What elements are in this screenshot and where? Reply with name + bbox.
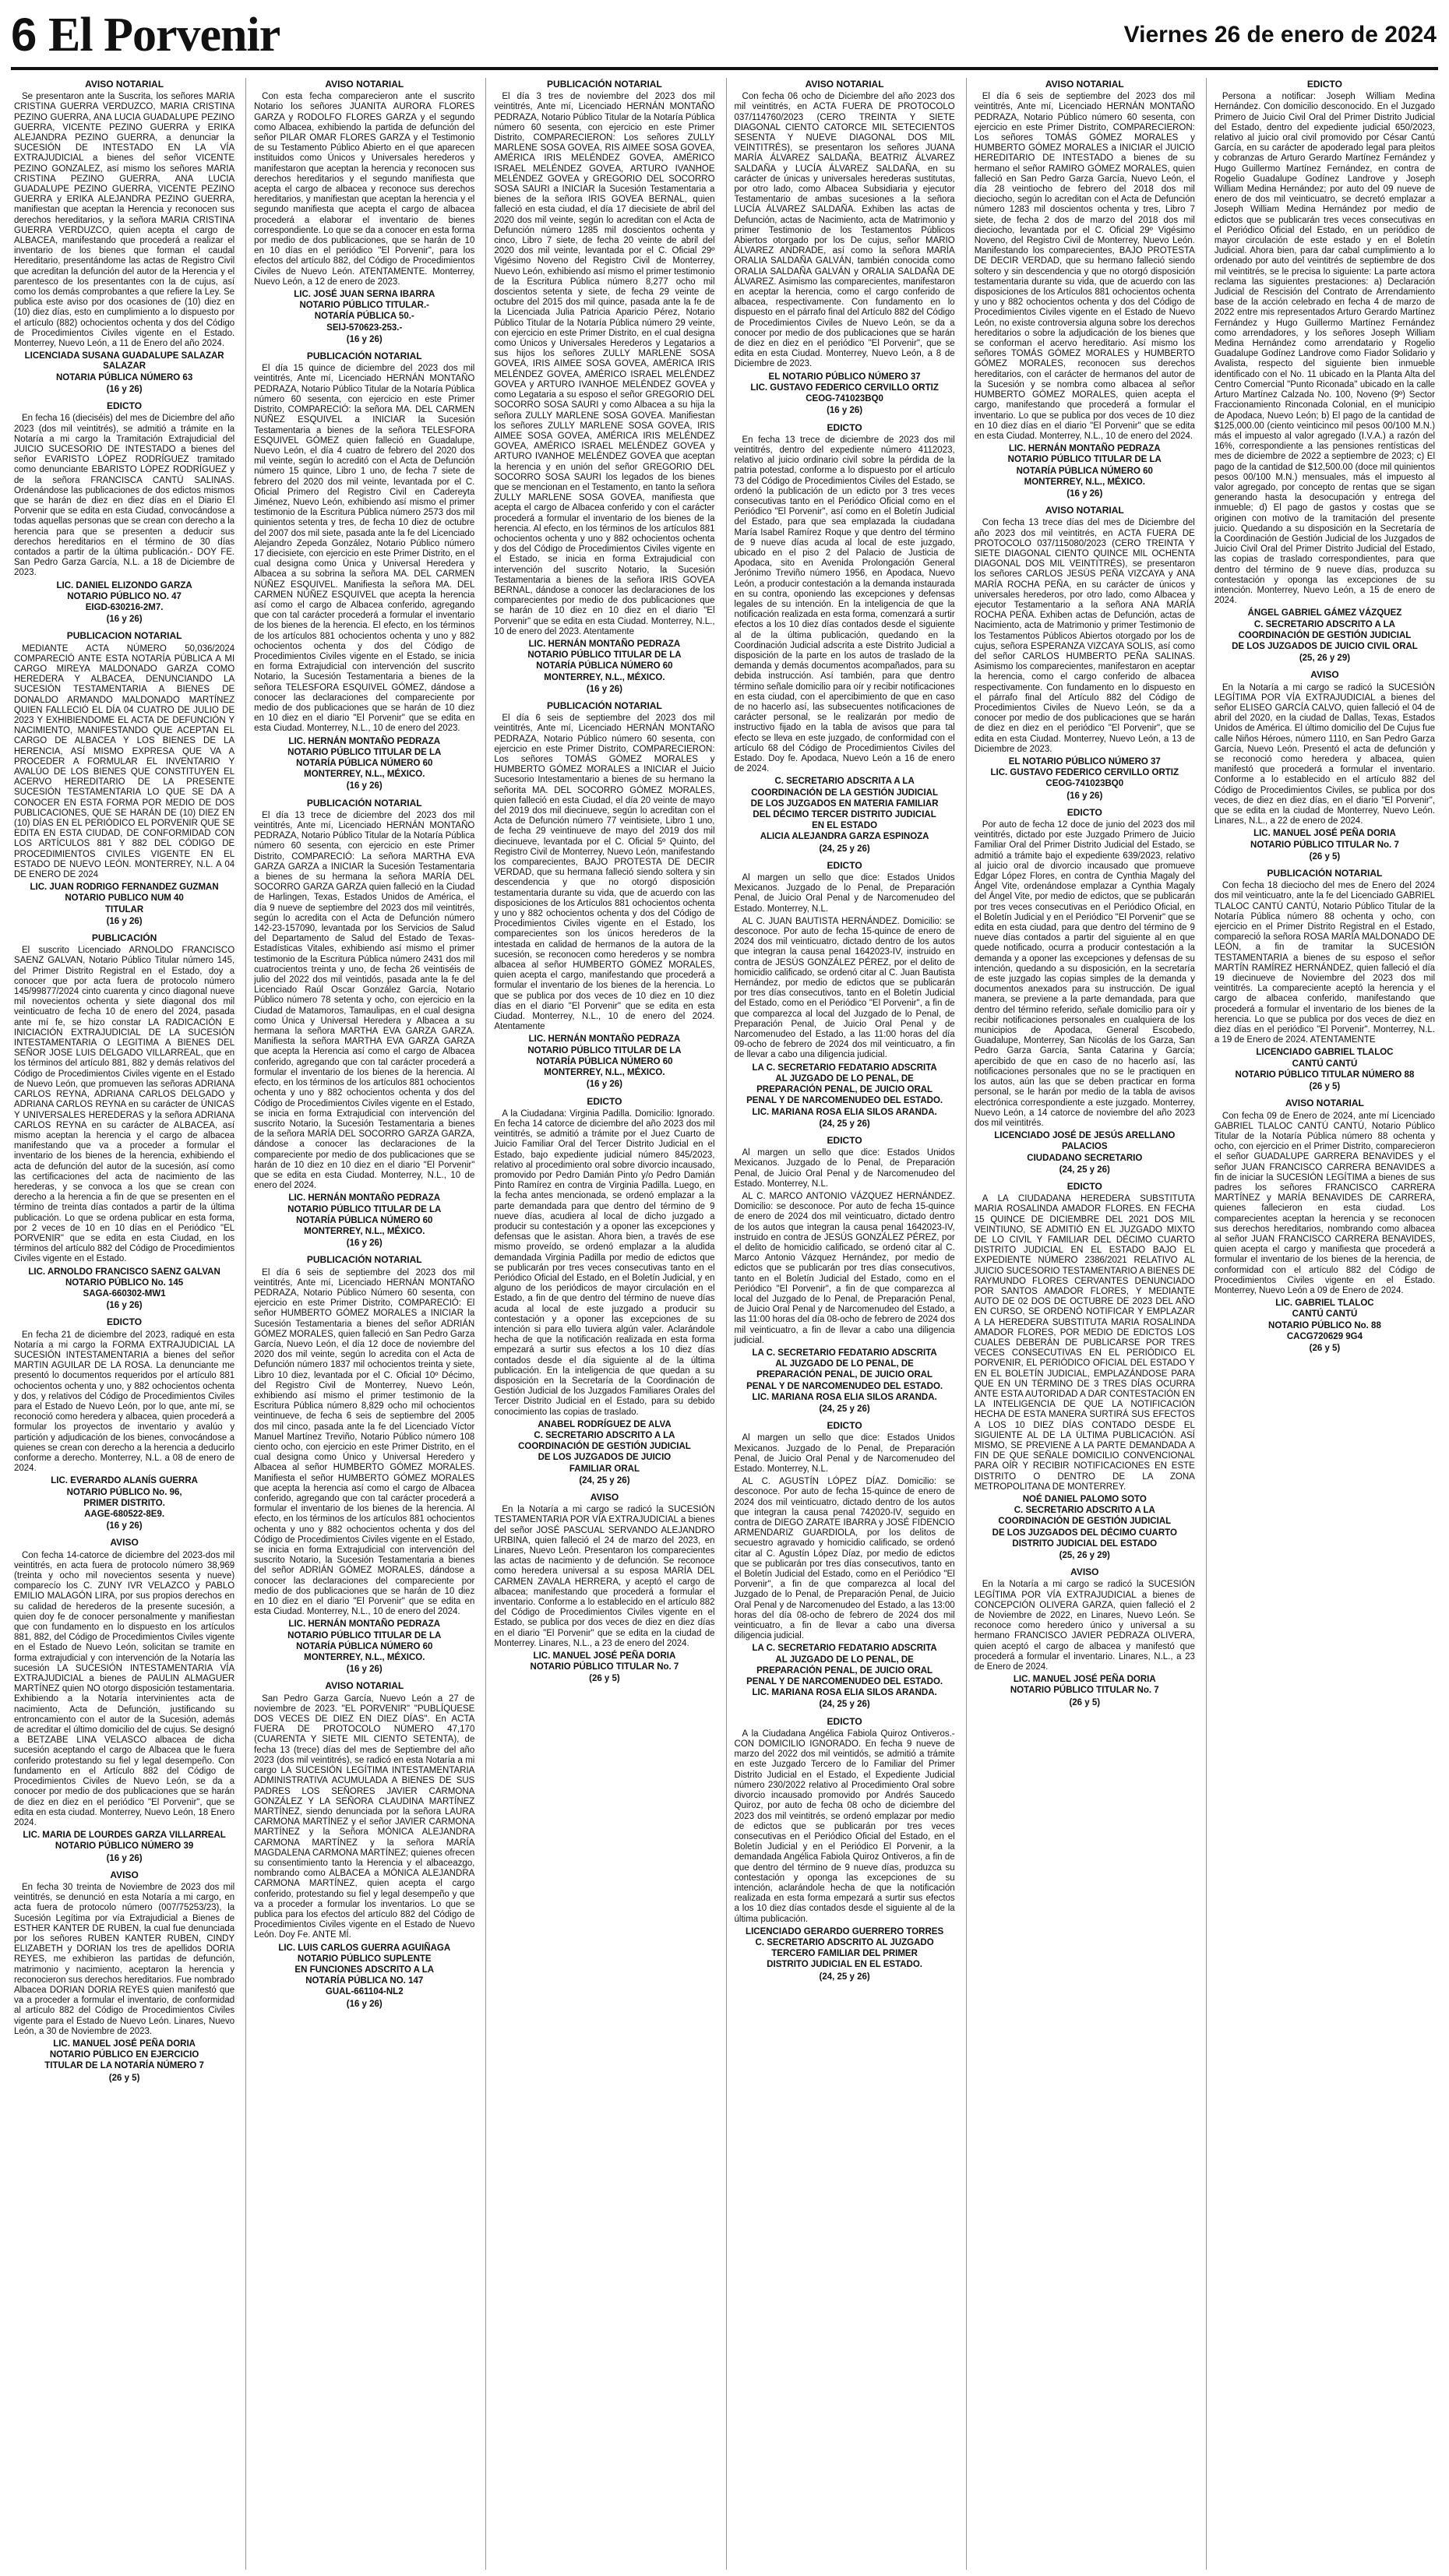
publication-dates: (24, 25 y 26) — [579, 1475, 630, 1485]
notice-body: Con fecha 18 dieciocho del mes de Enero del 2024 dos mil veinticuatro, ante la fe del Licenciado GABRIEL TLALOC CANTÚ CANTÚ, Notario Público Titular de la Notaría Pública número 88 ochenta y ocho, con ejercicio en el Primer Distrito Registral en el Estado, compareció la señora ROSA MARÍA MALDONADO DE LEÓN, a fin de tramitar la SUCESIÓN TESTAMENTARIA a bienes de su esposo el señor MARTÍN RAMÍREZ HERNÁNDEZ, quien falleció el día 19 diecinueve de Noviembre del 2023 dos mil veintitrés. La compareciente aceptó la herencia y el cargo de albacea conferido, manifestando que procederá a formular el inventario de los bienes de la herencia. Lo que se publica por dos veces de diez en diez días en el periódico "El Porvenir". Monterrey, N.L. a 19 de Enero de 2024. ATENTAMENTE — [1214, 881, 1436, 1045]
page-number: 6 — [11, 9, 37, 61]
notice-body: El día 6 seis de septiembre del 2023 dos mil veintitrés, Ante mí, Licenciado HERNÁN MONTAÑO PEDRAZA, Notario Público número 60 sesenta, con ejercicio en este Primer Distrito, COMPARECIERON: Los señores TOMÁS GÓMEZ MORALES y HUMBERTO GÓMEZ MORALES a INICIAR el JUICIO HEREDITARIO DE INTESTADO a bienes de su hermano el señor RAMIRO GÓMEZ MORALES, quien falleció en San Pedro Garza García, Nuevo León, el día 28 veintiocho de febrero del 2018 dos mil dieciocho, según lo acreditan con el Acta de Defunción número 1283 mil doscientos ochenta y tres, Libro 7 siete, de fecha 2 dos de marzo del 2018 dos mil dieciocho, levantada por el C. Oficial 29º Vigésimo Noveno, del Registro Civil de Monterrey, Nuevo León. Manifestando los comparecientes, BAJO PROTESTA DE DECIR VERDAD, que su hermano falleció siendo soltero y sin descendencia y que no otorgó disposición testamentaria durante su vida, que de acuerdo con las disposiciones de los Artículos 881 ochocientos ochenta y uno y 882 ochocientos ochenta y dos del Código de Procedimientos Civiles vigente en el Estado de Nuevo León, no existe controversia alguna sobre los derechos hereditarios o sobre la adjudicación de los bienes que se conforman el acervo hereditario. Así mismo los señores TOMÁS GÓMEZ MORALES y HUMBERTO GÓMEZ MORALES, reconocen sus derechos hereditarios, con el carácter de hermanos del autor de la Sucesión y se nombra como albacea al señor HUMBERTO GÓMEZ MORALES, quien acepta el cargo, manifestando que procederá a formular el inventario. Lo que se publica por dos veces de 10 diez en 10 diez días en el diario "El Porvenir" que se edita en esta Ciudad. Monterrey, N.L., 10 de enero del 2024. — [974, 92, 1195, 441]
notice-signature-line: PENAL Y DE NARCOMENUDEO DEL ESTADO. — [746, 1677, 943, 1687]
publication-dates: (16 y 26) — [106, 1521, 143, 1531]
notice-signature-line: DE LOS JUZGADOS DE JUICIO — [538, 1453, 672, 1463]
notice-signature-line: TITULAR DE LA NOTARÍA NÚMERO 7 — [44, 2061, 204, 2071]
notice-heading: AVISO — [1070, 1566, 1099, 1578]
notice-signature-line: LICENCIADA SUSANA GUADALUPE SALAZAR SALAZAR — [24, 351, 224, 372]
notice-signature-line: NOTARIO PÚBLICO TITULAR DE LA — [287, 1630, 442, 1640]
notice-heading: EDICTO — [827, 421, 862, 433]
notice-body: El día 3 tres de noviembre del 2023 dos mil veintitrés, Ante mí, Licenciado HERNÁN MONTAÑO PEDRAZA, Notario Público Titular de la Notaría Pública número 60 sesenta, con ejercicio en este Primer Distrito, COMPARECIERON: Los señores ZULLY MARLENE SOSA GOVEA, RIS AIMEE SOSA GOVEA, AMÉRICA IRIS MELÉNDEZ GOVEA, AMÉRICO ISRAEL MELÉNDEZ GOVEA, ARTURO IVANHOE MELÉNDEZ GOVEA y GREGORIO DEL SOCORRO SOSA SAURI a INICIAR la Sucesión Testamentaria a bienes de la señora IRIS GOVEA BERNAL, quien falleció en esta ciudad, el día 17 diecisiete de abril del 2020 dos mil veinte, según lo acreditan con el Acta de Defunción número 1285 mil doscientos ochenta y cinco, Libro 7 siete, de fecha 20 veinte de abril del 2020 dos mil veinte, levantada por el C. Oficial 29º Vigésimo Noveno del Registro Civil de Monterrey, Nuevo León, exhibiendo así mismo el primer testimonio de la Escritura Pública número 8,277 ocho mil doscientos setenta y siete, de fecha 29 veinte de octubre del 2015 dos mil quince, pasada ante la fe de la Licenciada Julia Patricia Aparicio Pérez, Notario Público Titular de la Notaría Pública número 29 veinte, con ejercicio en este Primer Distrito, en el cual designa como Únicos y Universales Herederos y Legatarios a sus hijos los señores ZULLY MARLENE SOSA GOVEA, IRIS AIMEE SOSA GOVEA, AMÉRICA IRIS MELÉNDEZ GOVEA, AMÉRICO ISRAEL MELÉNDEZ GOVEA y ARTURO IVANHOE MELÉNDEZ GOVEA y como Legataria a su esposo el señor GREGORIO DEL SOCORRO SOSA SAURI y como Albacea a su hija la señora ZULLY MARLENE SOSA GOVEA. Manifiestan los señores ZULLY MARLENE SOSA GOVEA, IRIS AIMEE SOSA GOVEA, AMÉRICA IRIS MELÉNDEZ GOVEA, AMÉRICO ISRAEL MELÉNDEZ GOVEA y ARTURO IVANHOE MELÉNDEZ GOVEA que aceptan la herencia y en unión del señor GREGORIO DEL SOCORRO SOSA SAURI los legados de los bienes que se mencionan en el Testamento, en tanto la señora ZULLY MARLENE SOSA GOVEA, manifiesta que acepta el cargo de Albacea conferido y con el carácter procederá a formular el inventario de los bienes de la herencia. Al efecto, en los términos de los artículos 881 ochocientos ochenta y uno y 882 ochocientos ochenta y dos del Código de Procedimientos Civiles vigente en el Estado, se inicia en forma Extrajudicial con intervención del suscrito Notario, la Sucesión Testamentaria a bienes de la señora IRIS GOVEA BERNAL, dándose a conocer las declaraciones de los comparecientes por medio de dos publicaciones que se harán de 10 diez en 10 diez en el diario "El Porvenir" que se edita en esta Ciudad. Monterrey, N.L., 10 de enero del 2023. Atentamente — [494, 92, 715, 636]
notice-signature-line: NOTARÍA PÚBLICA 50.- — [314, 312, 414, 322]
legal-notice — [735, 1717, 955, 1982]
notice-body: Con fecha 06 ocho de Diciembre del año 2023 dos mil veintitrés, en ACTA FUERA DE PROTOCOLO 037/114760/2023 (CERO TREINTA Y SIETE DIAGONAL CIENTO CATORCE MIL SETECIENTOS SESENTA Y NUEVE DIAGONAL DOS MIL VEINTITRÉS), se presentaron los señores JUANA MARÍA ÁLVAREZ SALDAÑA, BEATRIZ ÁLVAREZ SALDAÑA y LUCÍA ÁLVAREZ SALDAÑA, en su carácter de únicas y universales herederas sustitutas, por otro lado, como Albacea Subsidiaria y ejecutor Testamentario de ambas sucesiones a la señora LUCÍA ÁLVAREZ SALDAÑA. Exhiben las actas de Defunción, actas de Nacimiento, acta de Matrimonio y primer Testimonio de los Testamentos Públicos Abiertos otorgado por los De cujus, señor MARIO ÁLVAREZ ANDRADE, así como la señora MARÍA ORALIA SALDAÑA GALVÁN, también conocida como ORALIA SALDAÑA GALVÁN y ORALIA SALDAÑA DE ÁLVAREZ. Asimismo las comparecientes, manifestaron en aceptar la herencia, como el cargo conferido de albacea, respectivamente. Con fundamento en lo dispuesto en el párrafo final del Artículo 882 del Código de Procedimientos Civiles de Nuevo León, se da a conocer por medio de dos publicaciones que se harán de diez en diez en el periódico "El Porvenir", que se edita en esta Ciudad. Monterrey, Nuevo León, a 8 de Diciembre de 2023. — [734, 92, 955, 369]
notice-signature-line: LICENCIADO JOSÉ DE JESÚS ARELLANO — [994, 1131, 1176, 1141]
notice-signature-line: NOTARIA PÚBLICA NÚMERO 63 — [55, 372, 193, 382]
column-6 — [1206, 78, 1438, 2570]
notice-heading: PUBLICACIÓN NOTARIAL — [547, 700, 662, 711]
publication-dates: (26 y 5) — [589, 1674, 620, 1684]
notice-signature-line: C. SECRETARIO ADSCRITO A LA — [1253, 619, 1395, 629]
notice-signature-line: CEOG-741023BQ0 — [1045, 779, 1124, 789]
notice-signature-line: NOTARIO PÚBLICO NÚMERO 39 — [55, 1841, 194, 1852]
notice-signature-line: CANTÚ CANTÚ — [1292, 1309, 1358, 1320]
legal-notice — [494, 1097, 714, 1487]
notice-signature-line: NOTARÍA PÚBLICA NÚMERO 60 — [296, 1215, 433, 1225]
notice-signature-line: PALACIOS — [1061, 1142, 1108, 1152]
notice-heading: PUBLICACIÓN NOTARIAL — [306, 351, 422, 362]
notice-signature-line: NOÉ DANIEL PALOMO SOTO — [1022, 1495, 1147, 1505]
notice-signature-line: NOTARIO PÚBLICO No. 96, — [66, 1487, 182, 1497]
legal-notice — [254, 1255, 474, 1675]
notice-heading: EDICTO — [1306, 79, 1342, 90]
notice-heading: EDICTO — [1066, 806, 1102, 818]
notice-signature-line: CACG720629 9G4 — [1286, 1331, 1363, 1341]
notice-heading: AVISO — [590, 1492, 619, 1503]
notice-heading: EDICTO — [827, 1420, 862, 1432]
publication-dates: (16 y 26) — [346, 334, 383, 344]
notice-signature-line: NOTARIO PÚBLICO TITULAR DE LA — [287, 1204, 442, 1214]
notice-body: Con fecha 09 de Enero de 2024, ante mí Licenciado GABRIEL TLALOC CANTÚ CANTÚ, Notario Público Titular de la Notaría Pública número 88 ochenta y ocho, con ejercicio en el Primer Distrito, comparecieron el señor GUADALUPE GARRERA BENAVIDES y el señor JUAN FRANCISCO CARRERA BENAVIDES a fin de iniciar la SUCESIÓN LEGÍTIMA a bienes de sus padres los señores FRANCISCO CARRERA MARTÍNEZ y MARÍA BENAVIDES DE CARRERA, quienes fallecieron en esta ciudad. Los comparecientes aceptan la herencia y se reconocen sus derechos hereditarios, nombrando como albacea al señor JUAN FRANCISCO CARRERA BENAVIDES, quien acepta el cargo y manifiesta que procederá a formular el inventario de los bienes de la herencia, de conformidad con el artículo 882 del Código de Procedimientos Civiles vigente en el Estado. Monterrey, Nuevo León a 09 de Enero de 2024. — [1214, 1111, 1436, 1295]
legal-notice — [14, 79, 234, 395]
legal-notice — [735, 1136, 955, 1415]
notice-signature-line: NOTARIO PÚBLICO TITULAR No. 7 — [1010, 1686, 1159, 1696]
notice-signature-line: NOTARÍA PÚBLICA NÚMERO 60 — [536, 1056, 673, 1066]
publication-dates: (26 y 5) — [1309, 1082, 1341, 1092]
notice-body: En la Notaría a mi cargo se radicó la SUCESIÓN LEGÍTIMA POR VÍA EXTRAJUDICIAL a bienes del señor ELISEO GARCÍA CALVO, quien falleció el 04 de abril del 2020, en la ciudad de Dallas, Texas, Estados Unidos de América. El último domicilio del De Cujus fue calle Niños Héroes, número 1110, en San Pedro Garza García, Nuevo León. Presentó el acta de defunción y se reconoció como heredera y albacea, quien manifestó que procederá a formular el inventario. Conforme a lo establecido en el artículo 882 del Código de Procedimientos Civiles, se publica por dos veces, de diez en diez días, en el diario "El Porvenir", que se edita en la ciudad de Monterrey, Nuevo León. Linares, N.L., a 22 de enero de 2024. — [1214, 682, 1436, 826]
notice-body: Con fecha 13 trece días del mes de Diciembre del año 2023 dos mil veintitrés, en ACTA FUERA DE PROTOCOLO 037/115080/2023 (CERO TREINTA Y SIETE DIAGONAL CIENTO QUINCE MIL OCHENTA DIAGONAL DOS MIL VEINTITRÉS), se presentaron los señores CARLOS JESÚS PEÑA VIZCAYA y ANA MARÍA ROCHA PEÑA, en su carácter de únicos y universales herederos, por otro lado, como Albacea y ejecutor Testamentario a la señora ANA MARÍA ROCHA PEÑA. Exhiben actas de Defunción, actas de Nacimiento, acta de Matrimonio y primer Testimonio de los Testamentos Públicos Abiertos otorgado por los de cujus, señora ESPERANZA VIZCAYA SOLIS, así como del señor CARLOS HUMBERTO PEÑA SALINAS. Asimismo los comparecientes, manifestaron en aceptar la herencia, como el cargo conferido de albacea respectivamente. Con fundamento en lo dispuesto en el párrafo final del Artículo 882 del Código de Procedimientos Civiles de Nuevo León, se da a conocer por medio de dos publicaciones que se harán de diez en diez en el periódico "El Porvenir", que se edita en esta Ciudad. Monterrey, Nuevo León, a 13 de Diciembre de 2023. — [974, 518, 1195, 754]
notice-signature-line: ANABEL RODRÍGUEZ DE ALVA — [538, 1419, 672, 1429]
notice-signature-line: TITULAR — [104, 904, 144, 914]
legal-notice — [254, 79, 474, 345]
notice-signature-line: LIC. MARIANA ROSA ELIA SILOS ARANDA. — [752, 1107, 937, 1117]
notice-signature-line: MONTERREY, N.L., MÉXICO. — [1024, 477, 1145, 487]
notice-signature-line: LIC. MANUEL JOSÉ PEÑA DORIA — [533, 1651, 676, 1662]
notice-heading: EDICTO — [107, 1316, 143, 1328]
notice-signature-line: NOTARÍA PÚBLICA NÚMERO 60 — [296, 1641, 433, 1651]
notice-signature-line: NOTARIO PÚBLICO TITULAR DE LA — [287, 747, 442, 757]
notice-signature-line: PREPARACIÓN PENAL, DE JUICIO ORAL — [756, 1665, 933, 1676]
notice-signature-line: DE LOS JUZGADOS DE JUICIO CIVIL ORAL — [1232, 641, 1418, 651]
notice-heading: EDICTO — [827, 1715, 862, 1727]
notice-signature-line: CANTÚ CANTÚ — [1292, 1059, 1358, 1069]
notice-signature-line: NOTARIO PÚBLICO NO. 47 — [67, 591, 182, 601]
publication-dates: (16 y 26) — [106, 1853, 143, 1863]
notice-heading: AVISO NOTARIAL — [325, 1680, 404, 1692]
notice-signature-line: LIC. HERNÁN MONTAÑO PEDRAZA — [528, 1034, 681, 1045]
notice-signature-line: LIC. HERNÁN MONTAÑO PEDRAZA — [528, 639, 681, 649]
notice-signature-line: LIC. MANUEL JOSÉ PEÑA DORIA — [1013, 1675, 1156, 1685]
notice-signature-line: LIC. HERNÁN MONTAÑO PEDRAZA — [1008, 444, 1161, 454]
notice-signature-line: EL NOTARIO PÚBLICO NÚMERO 37 — [768, 372, 921, 382]
notice-signature-line: NOTARIO PÚBLICO EN EJERCICIO — [49, 2050, 199, 2060]
notice-signature-line: C. SECRETARIO ADSCRITO A LA — [534, 1431, 675, 1440]
publication-dates: (16 y 26) — [106, 615, 143, 625]
notice-body: En la Notaría a mi cargo se radicó la SUCESIÓN LEGÍTIMA POR VÍA EXTRAJUDICIAL a bienes de CONCEPCIÓN OLIVERA GARZA, quien falleció el 2 de Noviembre de 2022, en Linares, Nuevo León. Se reconoce como heredero único y universal a su hermano FRANCISCO JAVIER PEDRAZA OLIVERA, quien aceptó el cargo de albacea y manifestó que procederá a formular el inventario. Linares, N.L., a 23 de Enero de 2024. — [974, 1580, 1195, 1672]
notice-signature-line: LIC. GUSTAVO FEDERICO CERVILLO ORTIZ — [750, 382, 939, 393]
notice-signature-line: LIC. HERNÁN MONTAÑO PEDRAZA — [288, 736, 441, 746]
notice-signature-line: SEIJ-570623-253.- — [326, 322, 403, 333]
notice-signature-line: MONTERREY, N.L., MÉXICO. — [544, 1068, 665, 1078]
issue-date: Viernes 26 de enero de 2024 — [1123, 22, 1437, 48]
notice-signature-line: NOTARIO PUBLICO NUM 40 — [65, 893, 184, 904]
notice-signature-line: NOTARÍA PÚBLICA NÚMERO 60 — [1016, 466, 1153, 476]
notice-signature-line: GUAL-661104-NL2 — [325, 1987, 404, 1997]
notice-signature-line: DEL DÉCIMO TERCER DISTRITO JUDICIAL — [753, 810, 936, 820]
notice-signature-line: NOTARÍA PÚBLICA NÚMERO 60 — [296, 759, 433, 768]
legal-notice — [494, 701, 714, 1091]
legal-notice — [975, 79, 1195, 499]
legal-notice — [14, 1317, 234, 1531]
publication-dates: (16 y 26) — [106, 916, 143, 926]
notice-heading: EDICTO — [827, 1134, 862, 1146]
notice-signature-line: DISTRITO JUDICIAL DEL ESTADO — [1012, 1538, 1158, 1549]
legal-notice — [975, 808, 1195, 1175]
legal-notice — [14, 631, 234, 927]
notice-heading: AVISO — [110, 1869, 139, 1880]
notice-heading: AVISO NOTARIAL — [1285, 1098, 1364, 1109]
notice-signature-line: NOTARIO PÚBLICO TITULAR No. 7 — [530, 1662, 679, 1672]
notice-heading: PUBLICACIÓN NOTARIAL — [547, 79, 662, 90]
notice-signature-line: PRIMER DISTRITO. — [83, 1498, 165, 1508]
publication-dates: (16 y 26) — [586, 684, 622, 694]
notice-signature-line: LIC. GUSTAVO FEDERICO CERVILLO ORTIZ — [990, 768, 1179, 778]
notice-signature-line: PREPARACIÓN PENAL, DE JUICIO ORAL — [756, 1370, 933, 1380]
notice-signature-line: LA C. SECRETARIO FEDATARIO ADSCRITA — [752, 1062, 937, 1073]
publication-dates: (24, 25 y 26) — [819, 1972, 870, 1982]
publication-dates: (24, 25 y 26) — [819, 1404, 870, 1414]
notice-body: Con fecha 14-catorce de diciembre del 2023-dos mil veintitrés, en acta fuera de protocolo número 38,969 (treinta y ocho mil novecientos sesenta y nueve) comparecío los C. ZUNY IVR VELAZCO y PABLO EMILIO MALAGÓN LIRA, por sus propios derechos en su calidad de herederos de la presente sucesión, a quien doy fe de conocer personalmente y manifiestan que con fundamento en lo dispuesto en los artículos 881, 882, del Código de Procedimientos Civiles vigente en el Estado de Nuevo León, solicitan se tramite en forma extrajudicial y con intervención de la Notaría las sucesión LA SUCESIÓN INTESTAMENTARIA VÍA EXTRAJUDICIAL a bienes de PAULIN ALMAGUER MARTÍNEZ quien NO otorgo disposición testamentaria. Exhibiendo a la Notaría intervinientes acta de nacimiento, Acta de Defunción, justificando su entroncamiento con el autor de la Sucesión, además de acreditar el último domicilio del de cujus. Se designó a BETZABE LINA VELASCO albacea de dicha sucesión aceptando el cargo de Albacea que le fuera conferido protestando su fiel y legal desempeño. Con fundamento en el Artículo 882 del Código de Procedimientos Civiles de Nuevo León, se da a conocer por medio de dos publicaciones que se harán de diez en diez en el periódico "El Porvenir", que se edita en esta ciudad. Monterrey, Nuevo León, 18 Enero 2024. — [14, 1550, 235, 1827]
notice-signature-line: AAGE-680522-8E9. — [84, 1510, 165, 1520]
notice-signature-line: CIUDADANO SECRETARIO — [1027, 1153, 1143, 1163]
publication-dates: (24, 25 y 26) — [819, 844, 870, 854]
notice-heading: PUBLICACIÓN — [91, 932, 157, 944]
publication-dates: (16 y 26) — [346, 1999, 383, 2009]
notice-body: Con esta fecha comparecieron ante el suscrito Notario los señores JUANITA AURORA FLORES GARZA y RODOLFO FLORES GARZA y el segundo como Albacea, exhibiendo la partida de defunción del señor PILAR OMAR FLORES GARZA y el Testimonio de su Testamento Público Abierto en el que aparecen instituidos como Únicos y Universales herederos y manifestaron que aceptan la herencia y reconocen sus derechos hereditarios y el segundo manifiesta que acepta el cargo de albacea y reconoce sus derechos hereditarios, y manifiestan que aceptan la herencia y el segundo manifiesta que acepta el cargo de albacea procederá a elaborar el inventario de bienes correspondiente. Lo que se da a conocer en esta forma por medio de dos publicaciones, que se harán de 10 en 10 días en el periódico "El Porvenir", para los efectos del artículo 882, del Código de Procedimientos Civiles de Nuevo León. ATENTAMENTE. Monterrey, Nuevo León, a 12 de enero de 2023. — [254, 92, 475, 287]
legal-notice — [14, 1870, 234, 2084]
notice-signature-line: AL JUZGADO DE LO PENAL, DE — [775, 1073, 914, 1084]
publication-dates: (26 y 5) — [1309, 851, 1341, 862]
notice-body: MEDIANTE ACTA NÚMERO 50,036/2024 COMPARECIÓ ANTE ESTA NOTARÍA PÚBLICA A MI CARGO MIREYA MALDONADO GARZA COMO HEREDERA Y ALBACEA, DENUNCIANDO LA SUCESIÓN TESTAMENTARIA A BIENES DE DONALDO ARMANDO MALDONADO MARTÍNEZ QUIEN FALLECIÓ EL DÍA 04 CUATRO DE JULIO DE 2023 Y EXHIBIENDOME EL ACTA DE DEFUNCIÓN Y NACIMIENTO, MANIFESTANDO QUE ACEPTAN EL CARGO DE ALBACEA Y LOS BIENES DE LA HERENCIA, ASÍ MISMO EXPRESA QUE VA A PROCEDER A FORMULAR EL INVENTARIO Y AVALÚO DE LOS BIENES QUE CONSTITUYEN EL ACERVO HEREDITARIO DE LA PRESENTE SUCESIÓN TESTAMENTARIA LO QUE SE DA A CONOCER EN ESTA FORMA POR MEDIO DE DOS PUBLICACIONES, QUE SE HARÁN DE (10) DIEZ EN (10) DÍAS EN EL PERIÓDICO EL PORVENIR QUE SE EDITA EN ESTA CIUDAD, DE CONFORMIDAD CON LOS ARTÍCULOS 881 Y 882 DEL CÓDIGO DE PROCEDIMIENTOS CIVILES VIGENTE EN EL ESTADO DE NUEVO LEÓN. MONTERREY, N.L. A 04 DE ENERO DE 2024 — [14, 643, 235, 880]
notice-signature-line: AL JUZGADO DE LO PENAL, DE — [775, 1654, 914, 1665]
publication-dates: (16 y 26) — [586, 1080, 622, 1090]
notice-heading: AVISO NOTARIAL — [1045, 79, 1124, 90]
notice-body: En fecha 21 de diciembre del 2023, radiqué en esta Notaría a mi cargo la FORMA EXTRAJUDICIAL LA SUCESIÓN INTESTAMENTARIA a bienes del señor MARTIN AGUILAR DE LA ROSA. La denunciante me presentó lo documentos requeridos por el artículo 881 ochocientos ochenta y uno, y 882 ochocientos ochenta y dos, y relativos del Código de Procedimientos Civiles para el Estado de Nuevo León, por lo que, ante mí, se reconoció como heredera y albacea, quien procederá a formular los proyectos de inventario y avalúo y partición y adjudicación de los bienes, convocándose a quienes se crean con derecho a la herencia a deducirlo conforme a derecho. Monterrey, N.L. a 08 de enero de 2024. — [14, 1330, 235, 1474]
publication-dates: (16 y 26) — [346, 1665, 383, 1675]
notice-signature-line: TERCERO FAMILIAR DEL PRIMER — [771, 1949, 918, 1959]
notice-signature-line: COORDINACIÓN DE GESTIÓN JUDICIAL — [518, 1442, 691, 1452]
notice-body: A LA CIUDADANA HEREDERA SUBSTITUTA MARIA ROSALINDA AMADOR FLORES. EN FECHA 15 QUINCE DE DICIEMBRE DEL 2021 DOS MIL VEINTIUNO, SE ADMITIÓ EN EL JUZGADO MIXTO DE LO CIVIL Y FAMILIAR DEL DÉCIMO CUARTO DISTRITO JUDICIAL EN EL ESTADO BAJO EL EXPEDIENTE NÚMERO 2386/2021 RELATIVO AL JUICIO SUCESORIO TESTAMENTARIO A BIENES DE RAYMUNDO FLORES CERVANTES DENUNCIADO POR SANTOS AMADOR FLORES, Y MEDIANTE AUTO DE 02 DOS DE OCTUBRE DE 2023 DEL AÑO EN CURSO, SE ORDENÓ NOTIFICAR Y EMPLAZAR A LA HEREDERA SUBSTITUTA MARIA ROSALINDA AMADOR FLORES, POR MEDIO DE EDICTOS LOS CUALES DEBERÁN DE PUBLICARSE POR TRES VECES CONSECUTIVAS EN EL PERIÓDICO EL PORVENIR, EL PERIÓDICO OFICIAL DEL ESTADO Y EN EL BOLETÍN JUDICIAL, EMPLAZÁNDOSE PARA QUE EN UN TÉRMINO DE 3 TRES DÍAS OCURRA ANTE ESTA AUTORIDAD A DAR CONTESTACIÓN EN LA INTELIGENCIA DE QUE LA NOTIFICACIÓN HECHA DE ESTA MANERA SURTIRÁ SUS EFECTOS A LOS 10 DIEZ DÍAS CONTADO DESDE EL SIGUIENTE AL DE LA ÚLTIMA PUBLICACIÓN. ASÍ MISMO, SE PREVIENE A LA PARTE DEMANDADA A FIN DE QUE SEÑALE DOMICILIO CONVENCIONAL PARA OÍR Y RECIBIR NOTIFICACIONES EN ESTE DISTRITO O DENTRO DE LA ZONA METROPOLITANA DE MONTERREY. — [974, 1194, 1195, 1492]
notice-signature-line: AL JUZGADO DE LO PENAL, DE — [775, 1359, 914, 1369]
legal-notice — [254, 1681, 474, 2009]
column-3 — [485, 78, 717, 2570]
notice-signature-line: MONTERREY, N.L., MÉXICO. — [304, 1226, 425, 1236]
notice-signature-line: NOTARIO PÚBLICO No. 88 — [1268, 1320, 1381, 1330]
notice-heading: EDICTO — [107, 400, 143, 412]
notice-signature-line: MONTERREY, N.L., MÉXICO. — [544, 672, 665, 682]
notice-signature-line: LIC. GABRIEL TLALOC — [1275, 1299, 1374, 1309]
notice-signature-line: DISTRITO JUDICIAL EN EL ESTADO. — [767, 1960, 922, 1970]
legal-notice — [735, 861, 955, 1129]
notice-heading: EDICTO — [1066, 1180, 1102, 1192]
notice-heading: AVISO NOTARIAL — [805, 79, 884, 90]
notice-signature-line: FAMILIAR ORAL — [569, 1464, 640, 1474]
publication-dates: (16 y 26) — [1066, 791, 1103, 801]
legal-notice — [1215, 79, 1435, 664]
notice-signature-line: SAGA-660302-MW1 — [83, 1288, 166, 1299]
notice-signature-line: LIC. DANIEL ELIZONDO GARZA — [56, 580, 192, 590]
notice-signature-line: C. SECRETARIO ADSCRITO AL JUZGADO — [755, 1937, 934, 1947]
legal-notice — [735, 423, 955, 855]
notice-signature-line: LA C. SECRETARIO FEDATARIO ADSCRITA — [752, 1348, 937, 1358]
notice-signature-line: LIC. MANUEL JOSÉ PEÑA DORIA — [1253, 829, 1396, 839]
notice-body: Persona a notificar: Joseph William Medina Hernández. Con domicilio desconocido. En el Juzgado Primero de Juicio Civil Oral del Primer Distrito Judicial del Estado, dentro del expediente judicial 650/2023, relativo al juicio oral civil promovido por César Cantú García, en su carácter de apoderado legal para pleitos y cobranzas de Arturo Gerardo Martínez Fernández y Hugo Guillermo Martínez Fernández, en contra de Rogelio Guadalupe Godínez Landrove y Joseph William Medina Hernández; por auto del 09 nueve de enero de dos mil veinticuatro, se decretó emplazar a Joseph William Medina Hernández por medio de edictos que se publicarán tres veces consecutivas en el Periódico Oficial del Estado, en un periódico de mayor circulación de este estado y en el Boletín Judicial. Ahora bien, para dar cabal cumplimiento a lo ordenado por auto del veintitrés de septiembre de dos mil veintitrés, se le precisa lo siguiente: La parte actora reclama las siguientes prestaciones: a) Declaración Judicial de Rescisión del Contrato de Arrendamiento base de la acción celebrado en fecha 4 de marzo de 2022 entre mis representados Arturo Gerardo Martínez Fernández y Hugo Guillermo Martínez Fernández como arrendadores, y los señores Joseph William Medina Hernández como arrendatario y Rogelio Guadalupe Godínez Landrove como Fiador Solidario y Avalista, respecto del siguiente bien inmueble identificado con el No. 11 ubicado en la Planta Alta del Centro Comercial "Punto Riconada" ubicado en la calle Arturo Martínez Calzada No. 100, Noveno (9º) Sector Fraccionamiento Rinconada Colonial, en el municipio de Apodaca, Nuevo León; b) El pago de la cantidad de $125,000.00 (ciento veinticinco mil pesos 00/100 M.N.) más el impuesto al valor agregado (I.V.A.) a razón del 16%, correspondiente a las pensiones rentísticas del mes de diciembre de 2022 a septiembre de 2023; c) El pago de la cantidad de $12,500.00 (doce mil quinientos pesos 00/100 M.N.) mensuales, más el impuesto al valor agregado, por concepto de rentas que se sigan generando hasta la desocupación y entrega del inmueble; d) El pago de gastos y costas que se originen con motivo de la tramitación del presente juicio. Quedando a su disposición en la Secretaría de la Coordinación de Gestión Judicial de los Juzgados de Juicio Civil Oral del Primer Distrito Judicial del Estado, las copias de traslado correspondientes, para que dentro del término de 9 nueve días, produzca su contestación y oponga las excepciones de su intención. Monterrey, Nuevo León, a 15 de enero de 2024. — [1214, 92, 1436, 606]
legal-notice — [254, 351, 474, 792]
notice-signature-line: LIC. JUAN RODRIGO FERNANDEZ GUZMAN — [30, 883, 219, 893]
publication-dates: (26 y 5) — [1069, 1697, 1101, 1707]
notice-body: Al margen un sello que dice: Estados Unidos Mexicanos. Juzgado de lo Penal, de Preparación Penal, de Juicio Oral Penal y de Narcomenudeo del Estado. Monterrey, N.L. — [734, 1433, 955, 1474]
masthead — [0, 0, 1449, 74]
notice-signature-line: NOTARIO PÚBLICO TITULAR No. 7 — [1250, 840, 1399, 850]
notice-columns — [11, 78, 1438, 2570]
legal-notice — [975, 1182, 1195, 1561]
column-4 — [726, 78, 958, 2570]
publication-dates: (24, 25 y 26) — [1059, 1165, 1110, 1175]
notice-body: Por auto de fecha 12 doce de junio del 2023 dos mil veintitrés, dictado por este Juzgado Primero de Juicio Familiar Oral del Primer Distrito Judicial del Estado, se admitió a trámite bajo el expediente 639/2023, relativo al juicio oral de divorcio incausado que promueve Edgar López Flores, en contra de Cynthia Magaly del Ángel Vite, ordenándose emplazar a Cynthia Magaly del Ángel Vite, por medio de edictos, que se publicarán por tres veces consecutivas en el Periódico Oficial, en el Boletín Judicial y en el Periódico "El Porvenir" que se edita en esta ciudad, para que dentro del término de 9 nueve días contados a partir del siguiente al en que quede notificado, ocurra a producir contestación a la demanda y a oponer las excepciones y defensas de su intención, quedando a su disposición, en la secretaría de este juzgado las copias simples de la demanda y documentos anexados para su instrucción. De igual manera, se previene a la parte demandada, para que dentro del término referido, señale domicilio para oír y recibir notificaciones personales en cualquiera de los municipios de Apodaca, General Escobedo, Guadalupe, Monterrey, San Nicolás de los Garza, San Pedro Garza García, Santa Catarina y García; apercibido de que en caso de no hacerlo así, las notificaciones personales que no se le practiquen en los autos, aún las que se deben practicar en forma personal, se le harán por medio de la tabla de avisos electrónica correspondiente a este juzgado. Monterrey, Nuevo León, a 14 catorce de noviembre del año 2023 dos mil veintitrés. — [974, 820, 1195, 1128]
notice-signature-line: NOTARIO PÚBLICO TITULAR.- — [299, 301, 430, 311]
publication-dates: (16 y 26) — [106, 1301, 143, 1311]
notice-signature-line: LICENCIADO GERARDO GUERRERO TORRES — [746, 1926, 944, 1936]
notice-signature-line: LIC. EVERARDO ALANÍS GUERRA — [51, 1476, 198, 1486]
legal-notice — [1215, 670, 1435, 862]
notice-body: AL C. AGUSTÍN LÓPEZ DÍAZ. Domicilio: se desconoce. Por auto de fecha 15-quince de enero de 2024 dos mil veinticuatro, dictado dentro de los autos que integran la causa penal 742020-IV, seguido en contra de DIEGO ZARATE IBARRA y JOSÉ FIDENCIO ARMENDARIZ GUARDIOLA, por los delitos de secuestro agravado y homicidio calificado, se ordenó citar al C. Agustín López Díaz, por medio de edictos que se publicarán por tres días consecutivos, tanto en el Boletín Judicial del Estado, como en el Periódico "El Porvenir", a fin de que comparezca al local del Juzgado de lo Penal, de Preparación Penal, de Juicio Oral Penal y de Narcomenudeo del Estado, a las 13:00 horas del día 08-ocho de febrero de 2024 dos mil veinticuatro, a fin de llevar a cabo una diversa diligencia judicial. — [734, 1477, 955, 1641]
legal-notice — [1215, 869, 1435, 1092]
publication-dates: (16 y 26) — [346, 781, 383, 791]
publication-dates: (25, 26 y 29) — [1299, 654, 1351, 664]
notice-body: A la Ciudadana Angélica Fabiola Quiroz Ontiveros.- CON DOMICILIO IGNORADO. En fecha 9 nueve de marzo del 2022 dos mil veintidós, se admitió a trámite en este Juzgado Tercero de lo Familiar del Primer Distrito Judicial en el Estado, el Expediente Judicial número 230/2022 relativo al Procedimiento Oral sobre divorcio incausado promovido por Andrés Saucedo Quiroz, por auto de fecha 08 ocho de diciembre del 2023 dos mil veintitrés, se ordenó emplazar por medio de edictos que se publicarán por tres veces consecutivas en el Periódico Oficial del Estado, en el Boletín Judicial y en el Periódico El Porvenir, a la demandada Angélica Fabiola Quiroz Ontiveros, a fin de que dentro del término de 9 nueve días, produzca su contestación y oponga las excepciones de su intención, aclarándole hecha de que la notificación realizada en esta forma empezará a surtir sus efectos a los 10 diez días contados desde el siguiente al de la última publicación. — [734, 1728, 955, 1924]
notice-body: AL C. JUAN BAUTISTA HERNÁNDEZ. Domicilio: se desconoce. Por auto de fecha 15-quince de enero de 2024 dos mil veinticuatro, dictado dentro de los autos que integran la causa penal 1642023-IV, instruido en contra de JESÚS GONZÁLEZ PÉREZ, por el delito de homicidio calificado, se ordenó citar al C. Juan Bautista Hernández, por medio de edictos que se publicarán por tres días consecutivos, tanto en el Boletín Judicial del Estado, como en el Periódico "El Porvenir", a fin de que comparezca al local del Juzgado de lo Penal, de Preparación Penal, de Juicio Oral Penal y de Narcomenudeo del Estado, a las 11:00 horas del día 09-ocho de febrero de 2024 dos mil veinticuatro, a fin de llevar a cabo una diligencia judicial. — [734, 916, 955, 1060]
notice-body: Al margen un sello que dice: Estados Unidos Mexicanos. Juzgado de lo Penal, de Preparación Penal, de Juicio Oral Penal y de Narcomenudeo del Estado. Monterrey, N.L. — [734, 873, 955, 914]
notice-signature-line: NOTARIO PÚBLICO No. 145 — [65, 1277, 184, 1288]
notice-signature-line: LIC. MARIANA ROSA ELIA SILOS ARANDA. — [752, 1688, 937, 1698]
legal-notice — [735, 1421, 955, 1710]
legal-notice — [975, 1567, 1195, 1708]
notice-signature-line: ALICIA ALEJANDRA GARZA ESPINOZA — [760, 832, 929, 842]
legal-notice — [14, 401, 234, 625]
publication-dates: (16 y 26) — [106, 384, 143, 394]
notice-signature-line: LA C. SECRETARIO FEDATARIO ADSCRITA — [752, 1644, 937, 1654]
notice-body: En fecha 30 treinta de Noviembre de 2023 dos mil veintitrés, se denunció en esta Notaría a mi cargo, en acta fuera de protocolo número (007/75253/23), la Sucesión Legítima por vía Extrajudicial a Bienes de ESTHER KANTER DE RUBEN, la cual fue denunciada por los señores RUBEN KANTER RUBEN, CINDY ELIZABETH y DORIAN los tres de apellidos DORIA REYES, me exhibieron las partidas de defunción, matrimonio y nacimiento, aceptaron la herencia y reconocieron sus derechos hereditarios. Fue nombrado Albacea DORIAN DORIA REYES quien manifestó que va a proceder a formular el inventario, de conformidad al artículo 882 del Código de Procedimientos Civiles vigente para el Estado de Nuevo León. Linares, Nuevo León, a 30 de Noviembre de 2023. — [14, 1882, 235, 2036]
notice-signature-line: MONTERREY, N.L., MÉXICO. — [304, 1653, 425, 1663]
notice-signature-line: CEOG-741023BQ0 — [806, 394, 883, 404]
notice-body: El día 6 seis de septiembre del 2023 dos mil veintitrés, Ante mí, Licenciado HERNÁN MONTAÑO PEDRAZA, Notario Público número 60 sesenta, con ejercicio en este Primer Distrito, COMPARECIERON: Los señores TOMÁS GÓMEZ MORALES y HUMBERTO GÓMEZ MORALES a INICIAR el Juicio Sucesorio Intestamentario a bienes de su hermano la señorita MA. DEL SOCORRO GÓMEZ MORALES, quien falleció en esta Ciudad, el día 20 veinte de mayo del 2019 dos mil diecinueve, según lo acreditan con el Acta de Defunción número 77 veintisiete, Libro 1 uno, de fecha 29 veintinueve de mayo del 2019 dos mil diecinueve, levantada por el C. Oficial 5º Quinto, del Registro Civil de Monterrey, Nuevo León, manifestando los comparecientes, BAJO PROTESTA DE DECIR VERDAD, que su hermana falleció siendo soltera y sin descendencia y que no otorgó disposición testamentaria durante su vida, que de acuerdo con las disposiciones de los Artículos 881 ochocientos ochenta y uno y 882 ochocientos ochenta y dos del Código de Procedimientos Civiles vigente en el Estado, los comparecientes son los únicos herederos de la intestada en calidad de hermanos de la autora de la sucesión, se reconocen como herederos y se nombra albacea al señor HUMBERTO GÓMEZ MORALES, quien acepta el cargo, manifestando que procederá a formular el inventario de los bienes de la herencia. Lo que se publica por dos veces de 10 diez en 10 diez días en el diario "El Porvenir" que se edita en esta Ciudad. Monterrey, N.L., 10 de enero del 2024. Atentamente — [494, 714, 715, 1032]
notice-signature-line: C. SECRETARIO ADSCRITO A LA — [1014, 1506, 1155, 1516]
publication-dates: (16 y 26) — [1066, 488, 1103, 499]
notice-signature-line: NOTARÍA PÚBLICA NÚMERO 60 — [536, 661, 673, 671]
notice-signature-line: LICENCIADO GABRIEL TLALOC — [1256, 1048, 1394, 1058]
publication-dates: (16 y 26) — [827, 406, 863, 416]
publication-dates: (25, 26 y 29) — [1059, 1551, 1110, 1561]
notice-heading: EDICTO — [827, 859, 862, 871]
legal-notice — [254, 798, 474, 1249]
notice-signature-line: NOTARIO PÚBLICO TITULAR DE LA — [1007, 455, 1162, 465]
masthead-rule — [11, 67, 1438, 70]
notice-heading: AVISO — [1310, 669, 1339, 681]
notice-signature-line: EL NOTARIO PÚBLICO NÚMERO 37 — [1008, 757, 1161, 766]
legal-notice — [14, 1538, 234, 1863]
legal-notice — [735, 79, 955, 417]
column-5 — [966, 78, 1198, 2570]
notice-heading: PUBLICACIÓN NOTARIAL — [1267, 868, 1383, 879]
notice-body: En fecha 16 (dieciséis) del mes de Diciembre del año 2023 (dos mil veintitrés), se admitió a trámite en la Notaría a mi cargo la Tramitación Extrajudicial del JUICIO SUCESORIO DE INTESTADO a bienes del señor EVARISTO LÓPEZ RODRÍGUEZ tramitado como denunciante EBARISTO LÓPEZ RODRÍGUEZ y de la señora FRANCISCA CANTÚ SALINAS. Ordenándose las publicaciones de dos edictos mismos que se harán de diez en diez días en el Diario El Porvenir que se edita en esta Ciudad, convocándose a todas aquellas personas que se crean con derecho a la herencia para que se presenten a deducir sus derechos hereditarios en el término de 30 días contados a partir de la última publicación.- DOY FE. San Pedro Garza García, N.L. a 18 de Diciembre de 2023. — [14, 414, 235, 578]
notice-signature-line: LIC. MARIANA ROSA ELIA SILOS ARANDA. — [752, 1392, 937, 1402]
notice-body: El día 15 quince de diciembre del 2023 dos mil veintitrés, Ante mí, Licenciado HERNÁN MONTAÑO PEDRAZA, Notario Público Titular de la Notaría Pública número 60 sesenta, con ejercicio en este Primer Distrito, COMPARECIÓ: la señora MA. DEL CARMEN NÚÑEZ ESQUIVEL a INICIAR la Sucesión Testamentaria a bienes de la señora TELESFORA ESQUIVEL GÓMEZ quien falleció en Guadalupe, Nuevo León, el día 4 cuatro de febrero del 2020 dos mil veinte, según lo acreditó con el Acta de Defunción número 15 quince, Libro 1 uno, de fecha 7 siete de febrero del 2020 dos mil veinte, levantada por el C. Oficial Primero del Registro Civil en Cadereyta Jiménez, Nuevo León, exhibiendo así mismo el primer testimonio de la Escritura Pública número 2573 dos mil quinientos setenta y tres, de fecha 10 diez de octubre del 2007 dos mil siete, pasada ante la fe del Licenciado Alejandro Zepeda González, Notario Público número 17 diecisiete, con ejercicio en este Primer Distrito, en el cual designa como Única y Universal Heredera y Albacea a su sobrina la señora MA. DEL CARMEN NÚÑEZ ESQUIVEL. Manifiesta la señora MA. DEL CARMEN NÚÑEZ ESQUIVEL que acepta la herencia así como el cargo de Albacea conferido, agregando que con tal carácter procederá a formular el inventario de los bienes de la herencia. El efecto, en los términos de los artículos 881 ochocientos ochenta y uno y 882 ochocientos ochenta y dos del Código de Procedimientos Civiles vigente en el Estado, se inicia en forma Extrajudicial con intervención del suscrito Notario, la Sucesión Testamentaria a bienes de la señora TELESFORA ESQUIVEL GÓMEZ, dándose a conocer las declaraciones del compareciente por medio de dos publicaciones que se harán de 10 diez en 10 diez en el diario "El Porvenir" que se edita en esta Ciudad. Monterrey, N.L., 10 de enero del 2023. — [254, 364, 475, 734]
notice-body: El suscrito Licenciado ARNOLDO FRANCISCO SAENZ GALVAN, Notario Público Titular número 145, del Primer Distrito Registral en el Estado, doy a conocer que por acta fuera de protocolo número 145/99877/2024 cinto cuarenta y cinco diagonal nueve mil novecientos ochenta y siete diagonal dos mil veinticuatro de fecha 10 de enero del 2024, pasada ante mí fe, se hizo constar LA RADICACIÓN E INICIACIÓN EXTRAJUDICIAL DE LA SUCESIÓN INTESTAMENTARIA O LEGITIMA A BIENES DEL SEÑOR JOSE LUIS DELGADO VILLARREAL, que en los términos del artículo 881, 882 y demás relativos del Código de Procedimientos Civiles vigente en el Estado de Nuevo León, que promueven las señoras ADRIANA CARLOS REYNA, ADRIANA CARLOS DELGADO y ADRIANA CARLOS REYNA en su carácter de ÚNICAS Y UNIVERSALES HEREDERAS y la señora ADRIANA CARLOS REYNA en su carácter de ALBACEA, así mismo aceptan la herencia y el cargo de albacea manifestando que va a proceder a formular el inventario de los bienes de la herencia, exhibiendo el acta de defunción del autor de la sucesión, así como las certificaciones del acta de nacimiento de las herederas, y se convoca a los que se crean con derecho a la herencia a fin de que se presenten en el término de treinta días contados a partir de la última publicación. Lo que se ordena publicar en esta forma, por 2 veces de 10 en 10 días en el Periódico "EL PORVENIR" que se edita en esta Ciudad, en los términos del artículo 882 del Código de Procedimientos Civiles vigente en el Estado. — [14, 946, 235, 1264]
publication-dates: (24, 25 y 26) — [819, 1700, 870, 1710]
notice-signature-line: NOTARIO PÚBLICO SUPLENTE — [297, 1954, 432, 1964]
notice-signature-line: LIC. HERNÁN MONTAÑO PEDRAZA — [288, 1193, 441, 1203]
notice-signature-line: ÁNGEL GABRIEL GÁMEZ VÁZQUEZ — [1247, 608, 1402, 618]
publication-dates: (26 y 5) — [1309, 1343, 1341, 1353]
notice-signature-line: NOTARIO PÚBLICO TITULAR NÚMERO 88 — [1235, 1070, 1415, 1080]
notice-heading: AVISO — [110, 1537, 139, 1549]
notice-signature-line: LIC. MARIA DE LOURDES GARZA VILLARREAL — [23, 1831, 226, 1841]
notice-body: El día 13 trece de diciembre del 2023 dos mil veintitrés, Ante mí, Licenciado HERNÁN MONTAÑO PEDRAZA, Notario Público Titular de la Notaría Pública número 60 sesenta, con ejercicio en este Primer Distrito, COMPARECIÓ: La señora MARTHA EVA GARZA GARZA a INICIAR la Sucesión Testamentaria a bienes de su hermana la señora MARÍA DEL SOCORRO GARZA GARZA quien falleció en la Ciudad de Harlingen, Texas, Estados Unidos de América, el día 9 nueve de septiembre del 2023 dos mil veintitrés, según lo acredita con el Acta de Defunción número 142-23-157090, levantada por los Servicios de Salud del Departamento de Salud del Estado de Texas-Estadísticas Vitales, exhibiendo así mismo el primer testimonio de la Escritura Pública número 2431 dos mil cuatrocientos treinta y uno, de fecha 26 veintiséis de julio del 2022 dos mil veintidós, pasada ante la fe del Licenciado Raúl Oscar González García, Notario Público número 78 setenta y ocho, con ejercicio en la Ciudad de Matamoros, Tamaulipas, en el cual designa como Única y Universal Heredera y Albacea a su hermana la señora MARTHA EVA GARZA GARZA. Manifiesta la señora MARTHA EVA GARZA GARZA que acepta la Herencia así como el cargo de Albacea conferido, agregando que con tal carácter procederá a formular el inventario de los bienes de la herencia. Al efecto, en los términos de los artículos 881 ochocientos ochenta y uno y 882 ochocientos ochenta y dos del Código de Procedimientos Civiles vigente en el Estado, se inicia en forma Extrajudicial con intervención del suscrito Notario, la Sucesión Testamentaria a bienes de la señora MARÍA DEL SOCORRO GARZA GARZA, dándose a conocer las declaraciones de la compareciente por medio de dos publicaciones que se harán de 10 diez en 10 diez en el diario "El Porvenir" que se edita en esta Ciudad. Monterrey, N.L., 10 de enero del 2024. — [254, 810, 475, 1191]
notice-heading: EDICTO — [587, 1095, 622, 1107]
notice-signature-line: NOTARIO PÚBLICO TITULAR DE LA — [527, 650, 682, 661]
notice-heading: PUBLICACION NOTARIAL — [66, 630, 182, 642]
notice-signature-line: LIC. JOSÉ JUAN SERNA IBARRA — [294, 290, 435, 300]
newspaper-name: El Porvenir — [48, 9, 280, 62]
notice-heading: PUBLICACIÓN NOTARIAL — [306, 797, 422, 809]
notice-heading: AVISO NOTARIAL — [85, 79, 164, 90]
publication-dates: (26 y 5) — [108, 2073, 140, 2083]
notice-signature-line: COORDINACIÓN DE LA GESTIÓN JUDICIAL — [751, 788, 938, 798]
legal-notice — [494, 79, 714, 695]
notice-signature-line: C. SECRETARIO ADSCRITA A LA — [774, 777, 915, 787]
notice-signature-line: DE LOS JUZGADOS DEL DÉCIMO CUARTO — [992, 1528, 1177, 1538]
notice-signature-line: COORDINACIÓN DE GESTIÓN JUDICIAL — [1238, 630, 1412, 640]
notice-body: San Pedro Garza García, Nuevo León a 27 de noviembre de 2023. "EL PORVENIR" "PUBLÍQUESE DOS VECES DE DIEZ EN DIEZ DÍAS". En ACTA FUERA DE PROTOCOLO NÚMERO 47,170 (CUARENTA Y SIETE MIL CIENTO SETENTA), de fecha 13 (trece) días del mes de Septiembre del año 2023 (dos mil veintitrés), se radicó en esta Notaría a mi cargo LA SUCESIÓN LEGÍTIMA INTESTAMENTARIA ADMINISTRATIVA ACUMULADA A BIENES DE SUS PADRES LOS SEÑORES JAVIER CARMONA GONZÁLEZ Y LA SEÑORA CLAUDINA MARTÍNEZ MARTÍNEZ, siendo denunciada por la señora LAURA CARMONA MARTÍNEZ y el señor JAVIER CARMONA MARTÍNEZ y la Señora MÓNICA ALEJANDRA CARMONA MARTÍNEZ y la señora MARÍA MAGDALENA CARMONA MARTÍNEZ; quienes ofrecen su consentimiento tanto la Herencia y el albaceazgo, nombrando como ALBACEA a MÓNICA ALEJANDRA CARMONA MARTÍNEZ, quien acepta el cargo conferido, protestando su fiel y legal desempeño y que va a proceder a formular los inventarios. Lo que se publica para los efectos del artículo 882 del Código de Procedimientos Civiles vigente en el Estado de Nuevo León. Doy Fe. ANTE MÍ. — [254, 1693, 475, 1940]
notice-body: A la Ciudadana: Virginia Padilla. Domicilio: Ignorado. En fecha 14 catorce de diciembre del año 2023 dos mil veintitrés, se admitió a trámite por el Juez Cuarto de Juicio Familiar Oral del Tercer Distrito Judicial en el Estado, bajo expediente judicial número 845/2023, relativo al procedimiento oral sobre divorcio incausado, promovido por Pedro Damián Pinto y/o Pedro Damián Pinto Ramírez en contra de Virginia Padilla. Luego, en la fecha antes mencionada, se ordenó emplazar a la parte demandada para que dentro del término de 9 nueve días, acudiera al local de dicho juzgado a producir su contestación y a oponer las excepciones y defensas que le asistan. Ahora bien, a través de ese mismo proveído, se ordenó emplazar a la aludida demandada Virginia Padilla por medio de edictos que se publicarán por tres veces consecutivas tanto en el Periódico Oficial del Estado, en el Boletín Judicial, y en alguno de los periódicos de mayor circulación en el Estado, a fin de que dentro del término de nueve días acuda al local de este juzgado a producir su contestación y a oponer las excepciones de su intención si para ello tuviera algún valer. Aclarándole hecha de que la notificación realizada en esta forma empezará a surtir sus efectos a los 10 diez días contados desde el día siguiente al de la última publicación. En la inteligencia de que quedan a su disposición en la Secretaría de la Coordinación de Gestión Judicial de los Juzgados Familiares Orales del Tercer Distrito Judicial en el Estado, para su debido conocimiento las copias de traslado. — [494, 1108, 715, 1417]
notice-signature-line: COORDINACIÓN DE GESTIÓN JUDICIAL — [998, 1517, 1172, 1527]
notice-signature-line: EIGD-630216-2M7. — [85, 602, 164, 612]
notice-body: En la Notaría a mi cargo se radicó la SUCESIÓN TESTAMENTARIA POR VÍA EXTRAJUDICIAL a bienes del señor JOSÉ PASCUAL SERVANDO ALEJANDRO URBINA, quien falleció el 24 de marzo del 2023, en Linares, Nuevo León. Presentaron los comparecientes las actas de nacimiento y de defunción. Se reconoce como heredera universal a su esposa MARÍA DEL CARMEN ZAVALA HERRERA, y aceptó el cargo de albacea; manifestando que procederá a formular el inventario. Conforme a lo establecido en el artículo 882 del Código de Procedimientos Civiles vigente en el Estado, se publica por dos veces de diez en diez días en el diario "El Porvenir" que se edita en la ciudad de Monterrey. Linares, N.L., a 23 de enero del 2024. — [494, 1505, 715, 1648]
column-2 — [245, 78, 478, 2570]
notice-signature-line: MONTERREY, N.L., MÉXICO. — [304, 770, 425, 780]
notice-body: Se presentaron ante la Suscrita, los señores MARIA CRISTINA GUERRA VERDUZCO, MARIA CRISTINA PEZINO GUERRA, ANA LUCIA GUADALUPE PEZINO GUERRA, VICENTE PEZINO GUERRA y ERIKA ALEJANDRA PEZINO GUERRA, a denunciar la SUCESIÓN DE INTESTADO EN LA VÍA EXTRAJUDICIAL a bienes del señor VICENTE PEZINO GONZALEZ, así mismo los señores MARIA CRISTINA PEZINO GUERRA, ANA LUCIA GUADALUPE PEZINO GUERRA, VICENTE PEZINO GUERRA y ERIKA ALEJANDRA PEZINO GUERRA, manifiestan que aceptan la Herencia y reconocen sus derechos hereditarios, y la señora MARIA CRISTINA GUERRA VERDUZCO, quien acepta el cargo de ALBACEA, manifestando que procederá a realizar el inventario de los bienes que forman el caudal Hereditario, presentándome las actas de Registro Civil que acreditan la defunción del autor de la Herencia y el parentesco de los presentantes con la de cujus, así como los demás comprobantes a que refiere la Ley. Se publica este aviso por dos ocasiones de (10) diez en (10) diez días, esto en cumplimiento a lo dispuesto por el artículo (882) ochocientos ochenta y dos del Código de Procedimientos Civiles vigente en el Estado. Monterrey, Nuevo León, a 11 de Enero del año 2024. — [14, 92, 235, 349]
notice-signature-line: LIC. MANUEL JOSÉ PEÑA DORIA — [53, 2039, 196, 2049]
notice-body: AL C. MARCO ANTONIO VÁZQUEZ HERNÁNDEZ. Domicilio: se desconoce. Por auto de fecha 15-quince de enero de 2024 dos mil veinticuatro, dictado dentro de los autos que integran la causa penal 1642023-IV, instruido en contra de JESÚS GONZÁLEZ PÉREZ, por el delito de homicidio calificado, se ordenó citar al C. Marco Antonio Vázquez Hernández, por medio de edictos que se publicarán por tres días consecutivos, tanto en el Boletín Judicial del Estado, como en el Periódico "El Porvenir", a fin de que comparezca al local del Juzgado de lo Penal, de Preparación Penal, de Juicio Oral Penal y de Narcomenudeo del Estado, a las 11:00 horas del día 08-ocho de febrero de 2024 dos mil veinticuatro, a fin de llevar a cabo una diligencia judicial. — [734, 1191, 955, 1345]
notice-body: Al margen un sello que dice: Estados Unidos Mexicanos. Juzgado de lo Penal, de Preparación Penal, de Juicio Oral Penal y de Narcomenudeo del Estado. Monterrey, N.L. — [734, 1148, 955, 1189]
notice-signature-line: EN EL ESTADO — [812, 821, 878, 831]
notice-signature-line: LIC. ARNOLDO FRANCISCO SAENZ GALVAN — [28, 1267, 220, 1277]
legal-notice — [494, 1492, 714, 1685]
notice-signature-line: PENAL Y DE NARCOMENUDEO DEL ESTADO. — [746, 1381, 943, 1391]
column-1 — [11, 78, 238, 2570]
notice-heading: AVISO NOTARIAL — [1045, 505, 1124, 516]
legal-notice — [14, 933, 234, 1311]
notice-signature-line: NOTARIO PÚBLICO TITULAR DE LA — [527, 1045, 682, 1055]
publication-dates: (16 y 26) — [346, 1239, 383, 1249]
notice-signature-line: EN FUNCIONES ADSCRITO A LA — [294, 1965, 435, 1975]
notice-signature-line: DE LOS JUZGADOS EN MATERIA FAMILIAR — [750, 798, 939, 809]
notice-signature-line: NOTARÍA PÚBLICA NO. 147 — [305, 1976, 424, 1986]
notice-heading: AVISO NOTARIAL — [325, 79, 404, 90]
notice-heading: PUBLICACIÓN NOTARIAL — [306, 1254, 422, 1266]
notice-signature-line: LIC. HERNÁN MONTAÑO PEDRAZA — [288, 1619, 441, 1630]
publication-dates: (24, 25 y 26) — [819, 1119, 870, 1129]
notice-signature-line: PENAL Y DE NARCOMENUDEO DEL ESTADO. — [746, 1096, 943, 1106]
notice-signature-line: PREPARACIÓN PENAL, DE JUICIO ORAL — [756, 1085, 933, 1095]
legal-notice — [1215, 1098, 1435, 1354]
notice-body: En fecha 13 trece de diciembre de 2023 dos mil veintitrés, dentro del expediente número 4112023, relativo al juicio ordinario civil sobre la pérdida de la patria potestad, conforme a lo dispuesto por el artículo 73 del Código de Procedimientos Civiles del Estado, se ordenó la publicación de un edicto por 3 tres veces consecutivas tanto en el Periódico Oficial como en el Periódico "El Porvenir", así como en el Boletín Judicial del Estado, para que sea emplazada la ciudadana María Isabel Ramírez Roque y que dentro del término de 9 nueve días acuda al local de este juzgado, ubicado en el piso 2 del Palacio de Justicia de Apodaca, sito en Avenida Prolongación General Jerónimo Treviño número 1956, en Apodaca, Nuevo León, a producir contestación a la demanda instaurada en su contra, oponiendo las excepciones y defensas legales de su intención. En la inteligencia de que la notificación realizada en esta forma, comenzará a surtir efectos a los 10 diez días contados desde el siguiente al de la última publicación, quedando en la Coordinación Judicial adscrita a este Distrito Judicial a disposición de la parte en los autos de traslado de la demanda y demás documentos acompañados, para su debida instrucción. Así también, para que dentro término señale domicilio para oír y recibir notificaciones en esta ciudad, con el apercibimiento de que en caso de no hacerlo así, las subsecuentes notificaciones de carácter personal, se le realizarán por medio de instructivo fijado en la tabla de avisos que para tal efecto se lleva en este juzgado, de conformidad con el artículo 68 del Código de Procedimientos Civiles del Estado. Doy fe. Apodaca, Nuevo León a 16 de enero de 2024. — [734, 435, 955, 774]
notice-signature-line: LIC. LUIS CARLOS GUERRA AGUIÑAGA — [278, 1943, 451, 1953]
notice-body: El día 6 seis de septiembre del 2023 dos mil veintitrés, Ante mí, Licenciado HERNÁN MONTAÑO PEDRAZA, Notario Público Número 60 sesenta, con ejercicio en este Primer Distrito, COMPARECIÓ: El señor HUMBERTO GÓMEZ MORALES a INICIAR la Sucesión Testamentaria a bienes del señor ADRIÁN GÓMEZ MORALES, quien falleció en San Pedro Garza García, Nuevo León, el día 12 doce de noviembre del 2020 dos mil veinte, según lo acredita con el Acta de Defunción número 1837 mil ochocientos treinta y siete, Libro 10 diez, levantada por el C. Oficial 10º Décimo, del Registro Civil de Monterrey, Nuevo León, exhibiendo así mismo el primer testimonio de la Escritura Pública número 8,829 ocho mil ochocientos veintinueve, de fecha 6 seis de septiembre del 2005 dos mil cinco, pasada ante la fe del Licenciado Víctor Manuel Martínez Treviño, Notario Público número 108 ciento ocho, con ejercicio en este Primer Distrito, en el cual designa como Único y Universal Heredero y Albacea al señor HUMBERTO GÓMEZ MORALES. Manifiesta el señor HUMBERTO GÓMEZ MORALES que acepta la herencia así como el cargo de Albacea conferido, agregando que con tal carácter procederá a formular el inventario de los bienes de la herencia. Al efecto, en los términos de los artículos 881 ochocientos ochenta y uno y 882 ochocientos ochenta y dos del Código de Procedimientos Civiles vigente en el Estado, se inicia en forma Extrajudicial con intervención del suscrito Notario, la Sucesión Testamentaria a bienes del señor ADRIÁN GÓMEZ MORALES, dándose a conocer las declaraciones del compareciente por medio de dos publicaciones que se harán de 10 diez en 10 diez en el diario "El Porvenir" que se edita en esta Ciudad. Monterrey, N.L., 10 de enero del 2024. — [254, 1267, 475, 1617]
legal-notice — [975, 506, 1195, 802]
